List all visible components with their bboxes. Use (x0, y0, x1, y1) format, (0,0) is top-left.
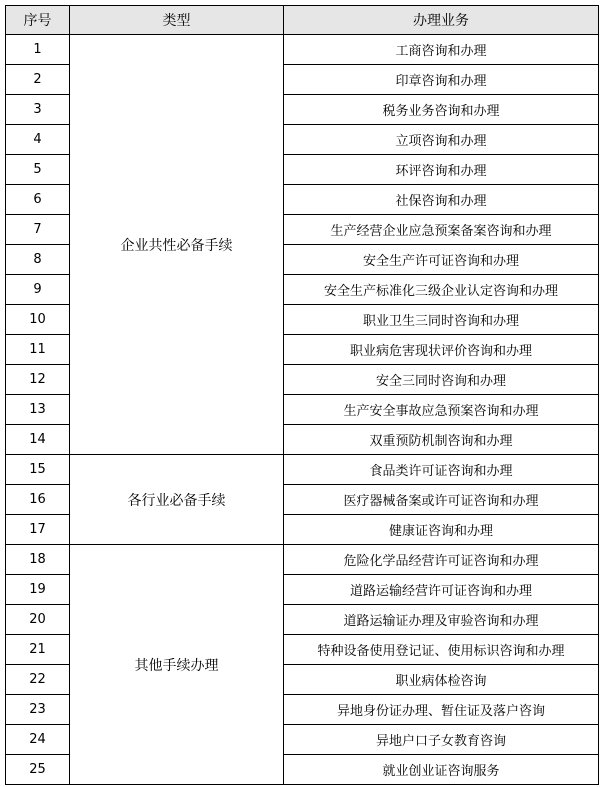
service-cell: 就业创业证咨询服务 (284, 755, 599, 785)
service-cell: 税务业务咨询和办理 (284, 95, 599, 125)
header-row (6, 6, 599, 35)
row-index: 18 (6, 545, 70, 575)
service-cell: 食品类许可证咨询和办理 (284, 455, 599, 485)
row-index: 4 (6, 125, 70, 155)
row-index: 2 (6, 65, 70, 95)
row-index: 10 (6, 305, 70, 335)
row-index: 24 (6, 725, 70, 755)
row-index: 8 (6, 245, 70, 275)
row-index: 12 (6, 365, 70, 395)
category-cell: 企业共性必备手续 (70, 35, 284, 455)
service-cell: 道路运输经营许可证咨询和办理 (284, 575, 599, 605)
row-index: 23 (6, 695, 70, 725)
service-cell: 工商咨询和办理 (284, 35, 599, 65)
row-index: 19 (6, 575, 70, 605)
row-index: 21 (6, 635, 70, 665)
service-cell: 双重预防机制咨询和办理 (284, 425, 599, 455)
service-cell: 职业病危害现状评价咨询和办理 (284, 335, 599, 365)
service-cell: 职业卫生三同时咨询和办理 (284, 305, 599, 335)
table-row (6, 35, 599, 65)
row-index: 15 (6, 455, 70, 485)
service-cell: 职业病体检咨询 (284, 665, 599, 695)
service-cell: 医疗器械备案或许可证咨询和办理 (284, 485, 599, 515)
service-cell: 印章咨询和办理 (284, 65, 599, 95)
service-cell: 安全三同时咨询和办理 (284, 365, 599, 395)
row-index: 5 (6, 155, 70, 185)
header-type: 类型 (70, 6, 284, 35)
service-cell: 异地身份证办理、暂住证及落户咨询 (284, 695, 599, 725)
category-cell: 各行业必备手续 (70, 455, 284, 545)
row-index: 16 (6, 485, 70, 515)
table-body (6, 35, 599, 785)
service-cell: 安全生产许可证咨询和办理 (284, 245, 599, 275)
service-cell: 环评咨询和办理 (284, 155, 599, 185)
row-index: 14 (6, 425, 70, 455)
row-index: 3 (6, 95, 70, 125)
service-cell: 特种设备使用登记证、使用标识咨询和办理 (284, 635, 599, 665)
service-cell: 社保咨询和办理 (284, 185, 599, 215)
service-cell: 异地户口子女教育咨询 (284, 725, 599, 755)
service-cell: 立项咨询和办理 (284, 125, 599, 155)
table-row (6, 545, 599, 575)
service-cell: 生产安全事故应急预案咨询和办理 (284, 395, 599, 425)
row-index: 17 (6, 515, 70, 545)
header-service: 办理业务 (284, 6, 599, 35)
service-cell: 安全生产标准化三级企业认定咨询和办理 (284, 275, 599, 305)
row-index: 20 (6, 605, 70, 635)
service-cell: 危险化学品经营许可证咨询和办理 (284, 545, 599, 575)
row-index: 1 (6, 35, 70, 65)
services-table (5, 5, 599, 785)
row-index: 22 (6, 665, 70, 695)
service-cell: 健康证咨询和办理 (284, 515, 599, 545)
category-cell: 其他手续办理 (70, 545, 284, 785)
row-index: 25 (6, 755, 70, 785)
header-index: 序号 (6, 6, 70, 35)
row-index: 13 (6, 395, 70, 425)
table-row (6, 455, 599, 485)
row-index: 11 (6, 335, 70, 365)
service-cell: 道路运输证办理及审验咨询和办理 (284, 605, 599, 635)
row-index: 9 (6, 275, 70, 305)
row-index: 6 (6, 185, 70, 215)
service-cell: 生产经营企业应急预案备案咨询和办理 (284, 215, 599, 245)
row-index: 7 (6, 215, 70, 245)
